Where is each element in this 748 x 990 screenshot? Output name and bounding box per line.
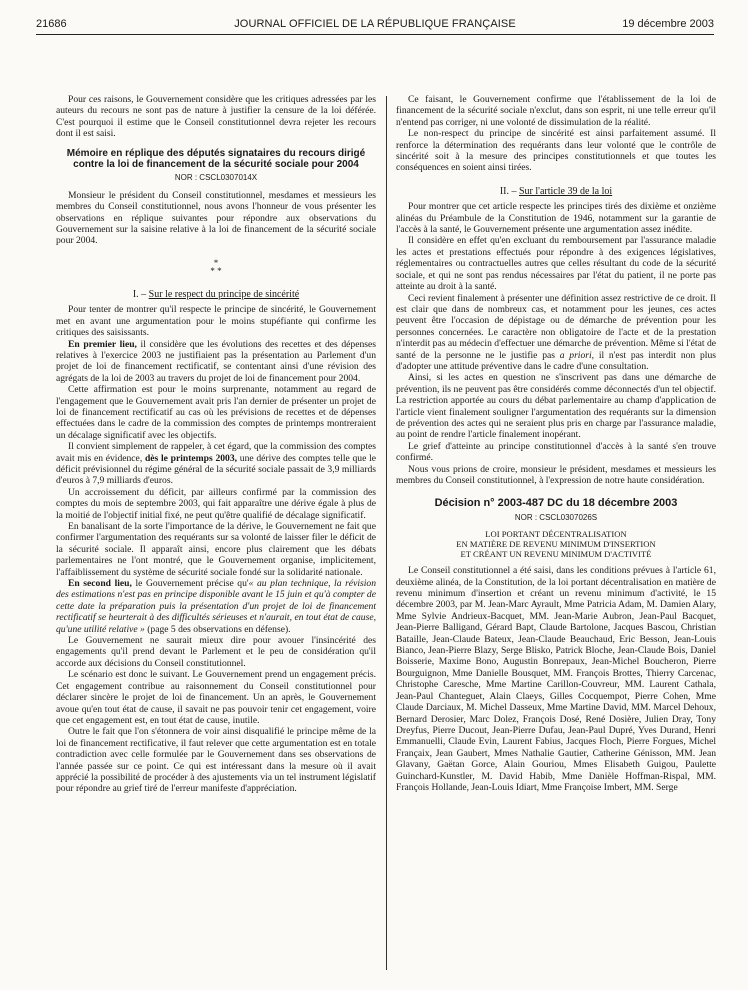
paragraph: Le non-respect du principe de sincérité est ainsi parfaitement assumé. Il renforce la détermination des requérants dans leur volonté que le contrôle de sincérité soit à la mesure des principes constitutionnels et que toutes les conséquences en soient ainsi tirées. xyxy=(396,128,716,174)
paragraph: Pour montrer que cet article respecte les principes tirés des dixième et onzième alinéas du Préambule de la Constitution de 1946, notamment sur la garantie de l'accès à la santé, le Gouvernement présente une argumentation assez inédite. xyxy=(396,201,716,236)
section-heading-2: II. – Sur l'article 39 de la loi xyxy=(499,185,613,197)
right-column xyxy=(396,94,716,793)
paragraph: Monsieur le président du Conseil constitutionnel, mesdames et messieurs les membres du Conseil constitutionnel, nous avons l'honneur de vous présenter les observations en réplique suivantes pour répondre aux observations du Gouvernement sur la saisine relative à la loi de financement de la sécurité sociale pour 2004. xyxy=(56,189,376,247)
paragraph: Ce faisant, le Gouvernement confirme que l'établissement de la loi de financement de la sécurité sociale n'exclut, dans son esprit, ni une telle erreur qu'il n'entend pas corriger, ni une volonté de dissimulation de la réalité. xyxy=(396,94,716,128)
issue-date: 19 décembre 2003 xyxy=(622,18,714,30)
paragraph: Le Gouvernement ne saurait mieux dire pour avouer l'insincérité des engagements qu'il prend devant le Parlement et le peu de considération qu'il accorde aux décisions du Conseil constitutionnel. xyxy=(56,635,376,669)
paragraph: En premier lieu, il considère que les évolutions des recettes et des dépenses relatives à l'exercice 2003 ne justifiaient pas la présentation au Parlement d'un projet de loi de financement rectificatif, se contentant ainsi d'une révision des agrégats de la loi de 2003 au travers du projet de loi de financement pour 2004. xyxy=(56,338,376,384)
paragraph: Le Conseil constitutionnel a été saisi, dans les conditions prévues à l'article 61, deuxième alinéa, de la Constitution, de la loi portant décentralisation en matière de revenu minimum d'insertion et créant un revenu minimum d'activité, le 15 décembre 2003, par M. Jean-Marc Ayrault, Mme Patricia Adam, M. Damien Alary, Mme Sylvie Andrieux-Bacquet, MM. Jean-Marie Aubron, Jean-Paul Bacquet, Jean-Pierre Balligand, Gérard Bapt, Claude Bartolone, Jacques Bascou, Christian Bataille, Jean-Claude Bateux, Jean-Claude Beauchaud, Eric Besson, Jean-Louis Bianco, Jean-Pierre Blazy, Serge Blisko, Patrick Bloche, Jean-Claude Bois, Daniel Boisserie, Maxime Bono, Augustin Bonrepaux, Jean-Michel Boucheron, Pierre Bourguignon, Mme Danielle Bousquet, MM. François Brottes, Thierry Carcenac, Christophe Caresche, Mme Martine Carillon-Couvreur, MM. Laurent Cathala, Jean-Paul Chanteguet, Alain Claeys, Gilles Cocquempot, Pierre Cohen, Mme Claude Darciaux, M. Michel Dasseux, Mme Martine David, MM. Marcel Dehoux, Bernard Derosier, Marc Dolez, François Dosé, René Dosière, Julien Dray, Tony Dreyfus, Pierre Ducout, Jean-Pierre Dufau, Jean-Paul Dupré, Yves Durand, Henri Emmanuelli, Claude Evin, Laurent Fabius, Jacques Floch, Pierre Forgues, Michel Françaix, Jean Gaubert, Mmes Nathalie Gautier, Catherine Génisson, MM. Jean Glavany, Gaëtan Gorce, Alain Gouriou, Mmes Elisabeth Guigou, Paulette Guinchard-Kunstler, M. David Habib, Mme Danièle Hoffman-Rispal, MM. François Hollande, Jean-Louis Idiart, Mme Françoise Imbert, MM. Serge xyxy=(396,565,716,793)
paragraph: Ainsi, si les actes en question ne s'inscrivent pas dans une démarche de prévention, ils ne peuvent pas être considérés comme déconnectés d'un tel objectif. La restriction apportée au cours du débat parlementaire au champ d'application de l'article vient finalement souligner l'argumentation des requérants sur la dimension de prévention des actes qui ne seraient plus pris en charge par l'assurance maladie, au point de rendre l'article finalement inopérant. xyxy=(396,372,716,441)
section-separator: * * * xyxy=(210,257,222,276)
journal-title: JOURNAL OFFICIEL DE LA RÉPUBLIQUE FRANÇAISE xyxy=(234,18,516,30)
paragraph: Il convient simplement de rappeler, à cet égard, que la commission des comptes avait mis en évidence, dès le printemps 2003, une dérive des comptes telle que le déficit prévisionnel du régime général de la sécurité sociale passait de 3,9 milliards d'euros à 7,9 milliards d'euros. xyxy=(56,441,376,487)
paragraph: Cette affirmation est pour le moins surprenante, notamment au regard de l'engagement que le Gouvernement avait pris l'an dernier de présenter un projet de loi de financement rectificatif au cas où les prévisions de recettes et de dépenses effectuées dans le cadre de la commission des comptes de printemps montreraient un décalage significatif avec les objectifs. xyxy=(56,384,376,441)
paragraph: Un accroissement du déficit, par ailleurs confirmé par la commission des comptes du mois de septembre 2003, qui fait apparaître une dérive égale à plus de la moitié de l'objectif initial fixé, ne peut qu'être qualifié de décalage significatif. xyxy=(56,486,376,521)
law-title: LOI PORTANT DÉCENTRALISATION EN MATIÈRE DE REVENU MINIMUM D'INSERTION ET CRÉANT UN REVENU MINIMUM D'ACTIVITÉ xyxy=(456,529,656,560)
decision-nor: NOR : CSCL0307026S xyxy=(514,512,598,522)
left-column xyxy=(56,94,376,795)
memoire-nor: NOR : CSCL0307014X xyxy=(174,173,258,183)
page-number: 21686 xyxy=(36,18,67,30)
paragraph: En banalisant de la sorte l'importance de la dérive, le Gouvernement ne fait que confirmer l'argumentation des requérants sur sa volonté de laisser filer le déficit de la sécurité sociale. Il apparaît ainsi, encore plus clairement que les débats parlementaires ne l'ont montré, que le Gouvernement organise, implicitement, l'affaiblissement du système de sécurité sociale fondé sur la solidarité nationale. xyxy=(56,521,376,578)
paragraph: En second lieu, le Gouvernement précise qu'« au plan technique, la révision des estimations n'est pas en principe disponible avant le 15 juin et qu'à compter de cette date la préparation puis la présentation d'un projet de loi de financement rectificatif se heurterait à des difficultés sérieuses et n'aurait, en tout état de cause, qu'une utilité relative » (page 5 des observations en défense). xyxy=(56,578,376,635)
paragraph: Pour ces raisons, le Gouvernement considère que les critiques adressées par les auteurs du recours ne sont pas de nature à justifier la censure de la loi déférée. C'est pourquoi il estime que le Conseil constitutionnel devra rejeter les recours dont il est saisi. xyxy=(56,94,376,140)
page-header xyxy=(36,14,714,32)
paragraph: Outre le fait que l'on s'étonnera de voir ainsi disqualifié le principe même de la loi de financement rectificative, il faut relever que cette argumentation est en totale contradiction avec celle formulée par le Gouvernement dans ses observations de l'année passée sur ce point. Ce qui est intéressant dans la mesure où il avait apprécié la possibilité de procéder à des ajustements via un tel instrument législatif pour répondre au grief tiré de l'erreur manifeste d'appréciation. xyxy=(56,726,376,795)
paragraph: Nous vous prions de croire, monsieur le président, mesdames et messieurs les membres du Conseil constitutionnel, à l'expression de notre haute considération. xyxy=(396,463,716,486)
paragraph: Il considère en effet qu'en excluant du remboursement par l'assurance maladie les actes et prestations effectués pour répondre à des exigences législatives, réglementaires ou contractuelles autres que celles résultant du code de la sécurité sociale, et qui ne sont pas rendus nécessaires par l'état du patient, il ne porte pas atteinte au droit à la santé. xyxy=(396,235,716,293)
memoire-title: Mémoire en réplique des députés signataires du recours dirigé contre la loi de financement de la sécurité sociale pour 2004 xyxy=(66,147,366,171)
paragraph: Ceci revient finalement à présenter une définition assez restrictive de ce droit. Il est clair que dans de nombreux cas, et notamment pour les jeunes, ces actes peuvent être l'occasion de dépistage ou de démarche de prévention pour les personnes concernées. Le caractère non obligatoire de l'acte et de la prestation n'interdit pas au médecin d'effectuer une démarche de prévention. Même si l'état de santé de la personne ne le justifie pas a priori, il n'est pas interdit non plus d'adopter une attitude préventive dans le cadre d'une consultation. xyxy=(396,292,716,372)
column-divider xyxy=(386,96,387,970)
paragraph: Le grief d'atteinte au principe constitutionnel d'accès à la santé s'en trouve confirmé. xyxy=(396,440,716,464)
header-rule xyxy=(36,34,714,35)
decision-title: Décision n° 2003-487 DC du 18 décembre 2003 xyxy=(434,497,678,510)
section-heading-1: I. – Sur le respect du principe de sincérité xyxy=(132,288,300,300)
paragraph: Pour tenter de montrer qu'il respecte le principe de sincérité, le Gouvernement met en avant une argumentation pour le moins stupéfiante qui confirme les critiques des saisissants. xyxy=(56,304,376,339)
paragraph: Le scénario est donc le suivant. Le Gouvernement prend un engagement précis. Cet engagement contribue au raisonnement du Conseil constitutionnel pour déclarer sincère le projet de loi de financement. Un an après, le Gouvernement avoue qu'en tout état de cause, il savait ne pas pouvoir tenir cet engagement, voire que cet engagement est, en tout état de cause, inutile. xyxy=(56,669,376,726)
